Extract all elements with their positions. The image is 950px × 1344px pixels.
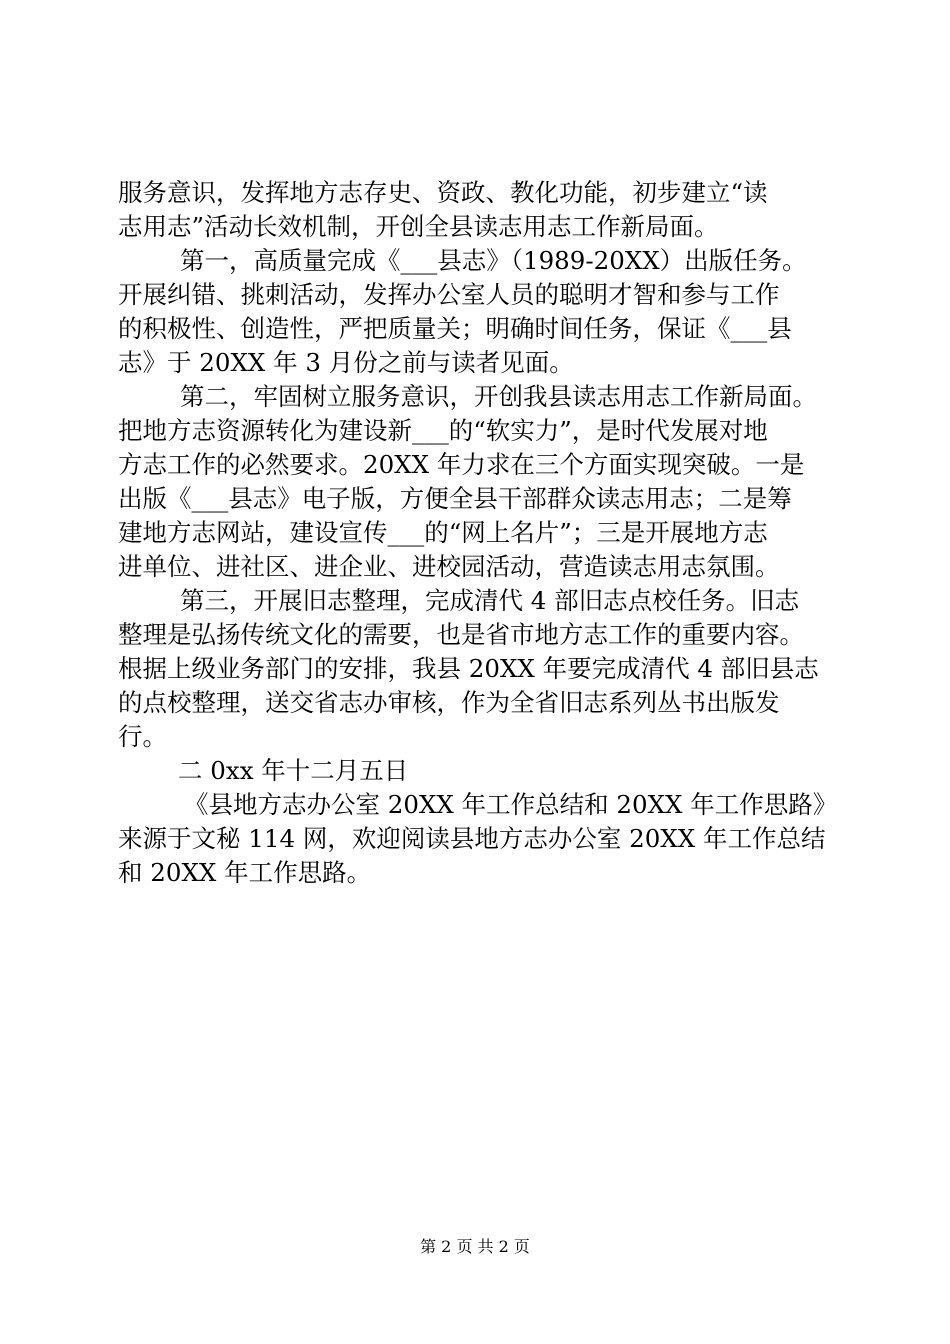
paragraph-first-line: 《县地方志办公室 20XX 年工作总结和 20XX 年工作思路》 [184,790,838,819]
text-line: 行。 [118,722,167,751]
text-line: 开展纠错、挑刺活动，发挥办公室人员的聪明才智和参与工作 [118,280,780,309]
text-line: 的点校整理，送交省志办审核，作为全省旧志系列丛书出版发 [118,688,780,717]
paragraph-first-line: 第二，牢固树立服务意识，开创我县读志用志工作新局面。 [180,382,817,411]
text-line: 方志工作的必然要求。20XX 年力求在三个方面实现突破。一是 [118,450,805,479]
text-line: 服务意识，发挥地方志存史、资政、教化功能，初步建立“读 [118,178,768,207]
text-line: 出版《___县志》电子版，方便全县干部群众读志用志；二是筹 [118,484,792,513]
text-line: 志用志”活动长效机制，开创全县读志用志工作新局面。 [118,212,719,241]
text-line: 整理是弘扬传统文化的需要，也是省市地方志工作的重要内容。 [118,620,804,649]
text-line: 进单位、进社区、进企业、进校园活动，营造读志用志氛围。 [118,552,780,581]
text-line: 和 20XX 年工作思路。 [118,858,372,887]
paragraph-first-line: 第一，高质量完成《___县志》（1989-20XX）出版任务。 [180,246,807,275]
paragraph-first-line: 第三，开展旧志整理，完成清代 4 部旧志点校任务。旧志 [180,586,800,615]
text-line: 的积极性、创造性，严把质量关；明确时间任务，保证《___县 [118,314,792,343]
date-line: 二 0xx 年十二月五日 [178,756,409,785]
text-line: 建地方志网站，建设宣传___的“网上名片”；三是开展地方志 [118,518,768,547]
text-line: 志》于 20XX 年 3 月份之前与读者见面。 [118,348,574,377]
page-footer: 第 2 页 共 2 页 [420,1237,530,1256]
text-line: 根据上级业务部门的安排，我县 20XX 年要完成清代 4 部旧县志 [118,654,819,683]
text-line: 把地方志资源转化为建设新___的“软实力”，是时代发展对地 [118,416,768,445]
text-line: 来源于文秘 114 网，欢迎阅读县地方志办公室 20XX 年工作总结 [118,824,826,853]
